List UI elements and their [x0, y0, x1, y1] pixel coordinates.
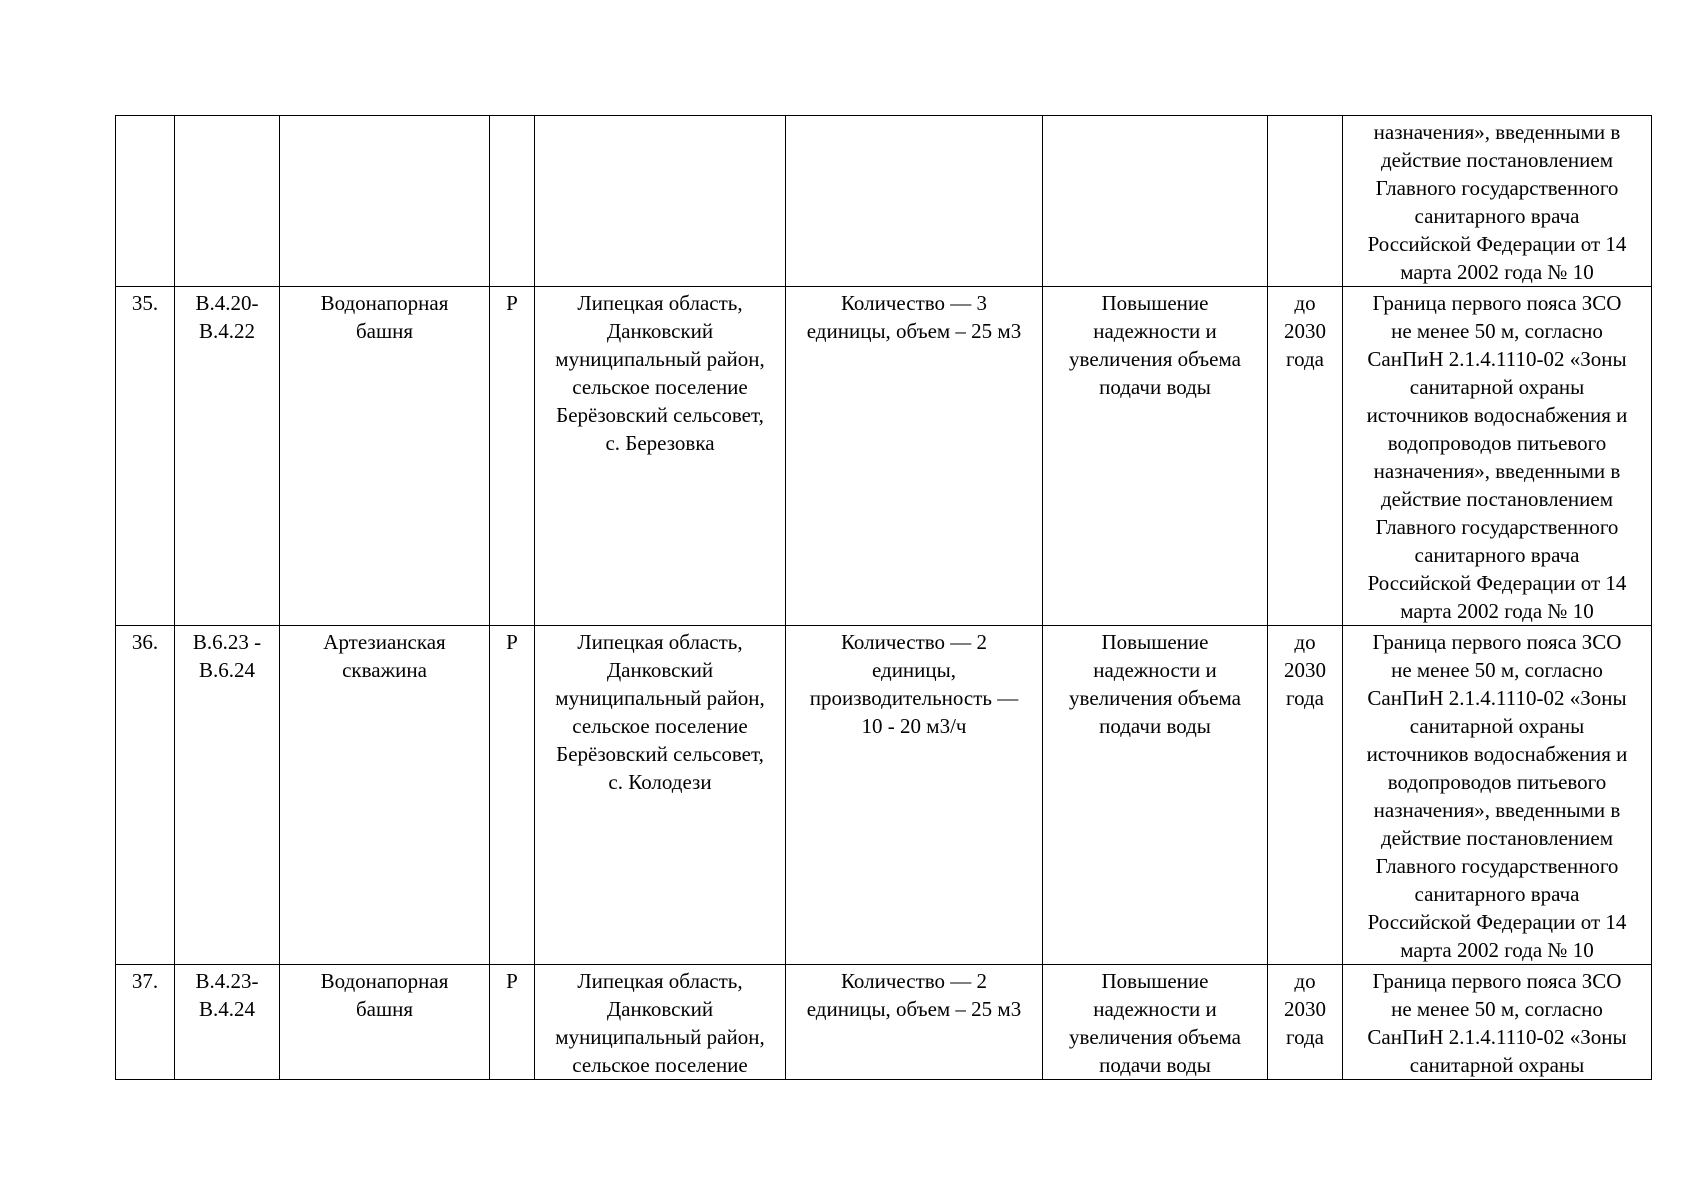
cell-code: В.4.23- В.4.24 — [175, 965, 280, 1080]
cell-code: В.6.23 - В.6.24 — [175, 626, 280, 965]
cell-zone: Граница первого пояса ЗСО не менее 50 м, согласно СанПиН 2.1.4.1110-02 «Зоны санитарной охраны источников водоснабжения и водопроводов питьевого назначения», введенными в действие постановлением Главного государственного санитарного врача Российской Федерации от 14 марта 2002 года № 10 — [1343, 626, 1652, 965]
cell-zone: назначения», введенными в действие постановлением Главного государственного санитарного врача Российской Федерации от 14 марта 2002 года № 10 — [1343, 116, 1652, 287]
cell-purpose: Повышение надежности и увеличения объема подачи воды — [1043, 965, 1268, 1080]
cell-number: 37. — [116, 965, 175, 1080]
cell-type: Р — [490, 287, 535, 626]
cell-params: Количество — 3 единицы, объем – 25 м3 — [786, 287, 1043, 626]
cell-term: до 2030 года — [1268, 626, 1343, 965]
cell-number: 35. — [116, 287, 175, 626]
cell-params — [786, 116, 1043, 287]
cell-number: 36. — [116, 626, 175, 965]
cell-term: до 2030 года — [1268, 287, 1343, 626]
table-row — [116, 116, 1652, 287]
cell-type: Р — [490, 626, 535, 965]
cell-term: до 2030 года — [1268, 965, 1343, 1080]
cell-purpose: Повышение надежности и увеличения объема подачи воды — [1043, 287, 1268, 626]
cell-purpose: Повышение надежности и увеличения объема подачи воды — [1043, 626, 1268, 965]
cell-code — [175, 116, 280, 287]
table-row — [116, 626, 1652, 965]
cell-name: Артезианская скважина — [280, 626, 490, 965]
cell-location: Липецкая область, Данковский муниципальный район, сельское поселение Берёзовский сельсовет, с. Колодези — [535, 626, 786, 965]
cell-zone: Граница первого пояса ЗСО не менее 50 м, согласно СанПиН 2.1.4.1110-02 «Зоны санитарной охраны — [1343, 965, 1652, 1080]
cell-location: Липецкая область, Данковский муниципальный район, сельское поселение Берёзовский сельсовет, с. Березовка — [535, 287, 786, 626]
table-row — [116, 965, 1652, 1080]
cell-name — [280, 116, 490, 287]
cell-number — [116, 116, 175, 287]
cell-name: Водонапорная башня — [280, 965, 490, 1080]
table-row — [116, 287, 1652, 626]
cell-term — [1268, 116, 1343, 287]
cell-type: Р — [490, 965, 535, 1080]
cell-location — [535, 116, 786, 287]
cell-code: В.4.20- В.4.22 — [175, 287, 280, 626]
cell-purpose — [1043, 116, 1268, 287]
cell-type — [490, 116, 535, 287]
cell-location: Липецкая область, Данковский муниципальный район, сельское поселение — [535, 965, 786, 1080]
cell-zone: Граница первого пояса ЗСО не менее 50 м, согласно СанПиН 2.1.4.1110-02 «Зоны санитарной охраны источников водоснабжения и водопроводов питьевого назначения», введенными в действие постановлением Главного государственного санитарного врача Российской Федерации от 14 марта 2002 года № 10 — [1343, 287, 1652, 626]
objects-table — [115, 115, 1652, 1080]
cell-name: Водонапорная башня — [280, 287, 490, 626]
cell-params: Количество — 2 единицы, объем – 25 м3 — [786, 965, 1043, 1080]
cell-params: Количество — 2 единицы, производительность — 10 - 20 м3/ч — [786, 626, 1043, 965]
